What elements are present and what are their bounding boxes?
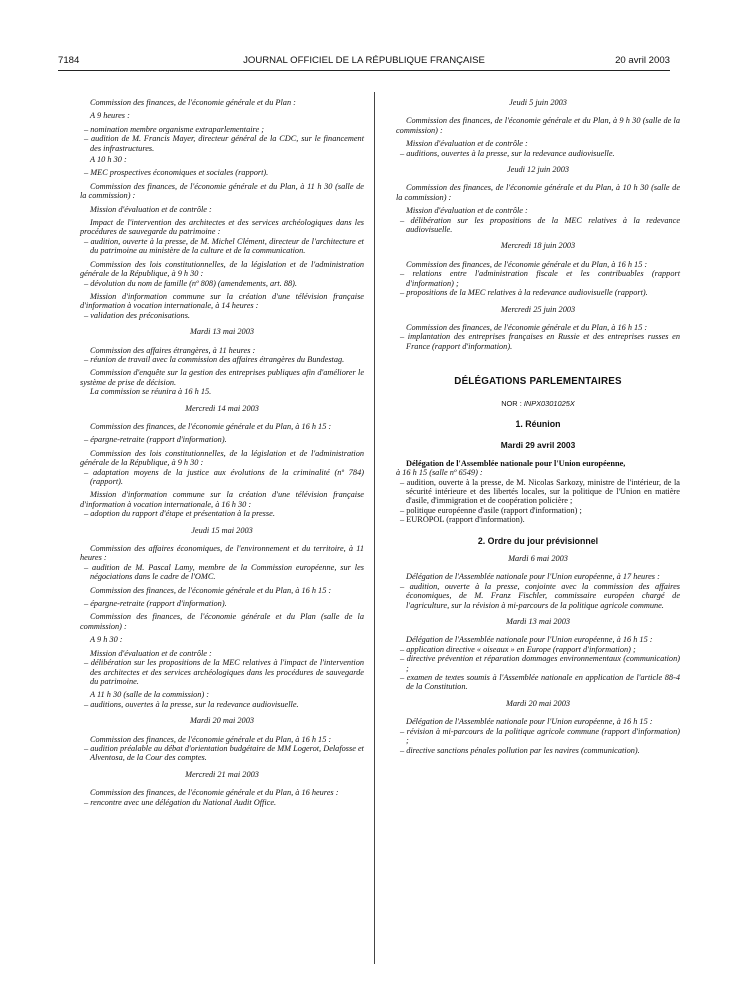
page-number: 7184	[58, 55, 80, 66]
day-heading: Mercredi 21 mai 2003	[185, 769, 259, 779]
agenda-item: – audition, ouverte à la presse, de M. Michel Clément, directeur de l'architecture et du patrimoine au ministère de la culture et de la communication.	[84, 236, 364, 256]
agenda-item: – audition de M. Pascal Lamy, membre de la Commission européenne, sur les négociations dans le cadre de l'OMC.	[84, 562, 364, 582]
nor-code: INPX0301025X	[523, 398, 575, 408]
agenda-item: – adoption du rapport d'étape et présentation à la presse.	[84, 509, 275, 519]
mission-label: Mission d'évaluation et de contrôle :	[90, 648, 212, 658]
right-column	[396, 98, 680, 759]
subsection-title: 1. Réunion	[515, 418, 561, 429]
agenda-item: – audition, ouverte à la presse, conjointe avec la commission des affaires économiques, de M. Franz Fischler, commissaire européen chargé de l'agriculture, sur la révision à mi-parcours de la politique agricole commune.	[400, 581, 680, 610]
subsection-title: 2. Ordre du jour prévisionnel	[477, 535, 599, 546]
committee-heading: Commission des finances, de l'économie générale et du Plan, à 16 h 15 :	[90, 421, 332, 431]
day-heading: Jeudi 12 juin 2003	[507, 165, 569, 175]
committee-heading: Commission des finances, de l'économie générale et du Plan, à 16 h 15 :	[90, 734, 332, 744]
agenda-item: – adaptation moyens de la justice aux évolutions de la criminalité (nº 784) (rapport).	[84, 467, 364, 486]
committee-heading: Commission des lois constitutionnelles, de la législation et de l'administration générale de la République, à 9 h 30 :	[80, 259, 364, 279]
mission-label: Mission d'évaluation et de contrôle :	[90, 204, 212, 214]
committee-heading: Commission des finances, de l'économie générale et du Plan, à 16 heures :	[90, 788, 339, 798]
time-label: A 9 h 30 :	[90, 635, 123, 645]
day-heading: Mardi 13 mai 2003	[506, 617, 570, 627]
agenda-item: – politique européenne d'asile (rapport d'information) ;	[400, 505, 582, 515]
day-heading: Mardi 6 mai 2003	[508, 554, 568, 563]
agenda-block	[80, 292, 364, 320]
mission-label: Mission d'évaluation et de contrôle :	[406, 139, 528, 149]
agenda-item: – application directive « oiseaux » en Europe (rapport d'information) ;	[400, 644, 636, 654]
day-heading: Mercredi 14 mai 2003	[185, 403, 259, 413]
day-heading: Jeudi 15 mai 2003	[191, 525, 253, 535]
agenda-block	[80, 260, 364, 288]
mission-label: Mission d'évaluation et de contrôle :	[406, 206, 528, 216]
agenda-item: – épargne-retraite (rapport d'information).	[84, 435, 227, 445]
delegation-name: Délégation de l'Assemblée nationale pour l'Union européenne,	[406, 458, 626, 468]
journal-title: JOURNAL OFFICIEL DE LA RÉPUBLIQUE FRANÇAISE	[243, 55, 485, 66]
time-label: A 10 h 30 :	[90, 155, 127, 165]
committee-heading: Commission des finances, de l'économie générale et du Plan, à 16 h 15 :	[406, 259, 648, 269]
time-label: A 11 h 30 (salle de la commission) :	[90, 690, 210, 700]
agenda-item: – validation des préconisations.	[84, 310, 191, 320]
delegation-heading: Délégation de l'Assemblée nationale pour l'Union européenne, à 16 h 15 :	[406, 717, 653, 727]
issue-date: 20 avril 2003	[615, 55, 670, 66]
topic-label: Impact de l'intervention des architectes et des services archéologiques dans les procédures de sauvegarde du patrimoine :	[80, 218, 364, 237]
agenda-item: – directive prévention et réparation dommages environnementaux (communication) ;	[400, 654, 680, 673]
day-heading: Mardi 20 mai 2003	[506, 698, 570, 708]
agenda-item: – propositions de la MEC relatives à la redevance audiovisuelle (rapport).	[400, 288, 648, 298]
day-heading: Mardi 29 avril 2003	[500, 440, 576, 451]
committee-heading: Commission des finances, de l'économie générale et du Plan, à 16 h 15 :	[406, 322, 648, 332]
committee-heading: Commission des finances, de l'économie générale et du Plan :	[90, 98, 296, 107]
agenda-item: – audition de M. Francis Mayer, directeur général de la CDC, sur le financement des infrastructures.	[84, 134, 364, 153]
day-heading: Mercredi 25 juin 2003	[500, 304, 576, 314]
agenda-item: – révision à mi-parcours de la politique agricole commune (rapport d'information) ;	[400, 726, 680, 746]
section-title: DÉLÉGATIONS PARLEMENTAIRES	[454, 376, 622, 388]
agenda-item: – examen de textes soumis à l'Assemblée nationale en application de l'article 88-4 de la Constitution.	[400, 673, 680, 692]
delegation-time: à 16 h 15 (salle nº 6549) :	[396, 468, 483, 478]
agenda-item: – délibération sur les propositions de la MEC relatives à l'impact de l'intervention des architectes et des services archéologiques dans les procédures de sauvegarde du patrimoine.	[84, 658, 364, 686]
committee-heading: Commission des lois constitutionnelles, de la législation et de l'administration générale de la République, à 9 h 30 :	[80, 448, 364, 468]
agenda-item: – MEC prospectives économiques et sociales (rapport).	[84, 168, 269, 178]
agenda-item: – EUROPOL (rapport d'information).	[400, 515, 525, 525]
agenda-item: – épargne-retraite (rapport d'information).	[84, 599, 227, 609]
committee-heading: Mission d'information commune sur la création d'une télévision française d'information à vocation internationale, à 14 heures :	[80, 291, 364, 311]
page-header	[58, 54, 670, 71]
agenda-block	[80, 98, 364, 178]
committee-heading: Commission des finances, de l'économie générale et du Plan, à 9 h 30 (salle de la commission) :	[396, 116, 680, 135]
committee-heading: Commission des affaires économiques, de l'environnement et du territoire, à 11 heures :	[80, 544, 364, 563]
committee-heading: Commission des finances, de l'économie générale et du Plan, à 10 h 30 (salle de la commission) :	[396, 183, 680, 202]
day-heading: Mercredi 18 juin 2003	[500, 241, 576, 251]
note-text: La commission se réunira à 16 h 15.	[90, 387, 212, 397]
day-heading: Mardi 20 mai 2003	[190, 716, 254, 726]
agenda-item: – auditions, ouvertes à la presse, sur la redevance audiovisuelle.	[400, 148, 615, 158]
nor-reference	[396, 399, 680, 408]
agenda-item: – nomination membre organisme extraparlementaire ;	[84, 124, 264, 134]
agenda-item: – rencontre avec une délégation du National Audit Office.	[84, 797, 277, 807]
agenda-item: – auditions, ouvertes à la presse, sur la redevance audiovisuelle.	[84, 699, 299, 709]
agenda-item: – directive sanctions pénales pollution par les navires (communication).	[400, 745, 640, 755]
column-divider	[374, 92, 375, 964]
agenda-item: – audition, ouverte à la presse, de M. Nicolas Sarkozy, ministre de l'intérieur, de la sécurité intérieure et des libertés locales, sur la politique de l'Union en matière d'asile, d'immigration et de coopération policière ;	[400, 477, 680, 506]
agenda-block	[80, 182, 364, 256]
delegation-block	[396, 459, 680, 525]
committee-heading: Commission des finances, de l'économie générale et du Plan (salle de la commission) :	[80, 612, 364, 631]
agenda-item: – implantation des entreprises françaises en Russie et des entreprises russes en France (rapport d'information).	[400, 332, 680, 351]
agenda-item: – réunion de travail avec la commission des affaires étrangères du Bundestag.	[84, 354, 345, 364]
committee-heading: Commission des affaires étrangères, à 11 heures :	[90, 345, 256, 355]
committee-heading: Mission d'information commune sur la création d'une télévision française d'information à vocation internationale, à 16 h 30 :	[80, 490, 364, 509]
committee-heading: Commission d'enquête sur la gestion des entreprises publiques afin d'améliorer le système de prise de décision.	[80, 368, 364, 387]
day-heading: Mardi 13 mai 2003	[190, 327, 254, 337]
agenda-item: – dévolution du nom de famille (nº 808) (amendements, art. 88).	[84, 278, 297, 288]
agenda-item: – délibération sur les propositions de la MEC relatives à la redevance audiovisuelle.	[400, 215, 680, 235]
delegation-heading	[396, 459, 680, 468]
delegation-heading: Délégation de l'Assemblée nationale pour l'Union européenne, à 17 heures :	[406, 572, 660, 582]
delegation-heading: Délégation de l'Assemblée nationale pour l'Union européenne, à 16 h 15 :	[406, 635, 653, 645]
agenda-item: – audition préalable au débat d'orientation budgétaire de MM Logerot, Delafosse et Alventosa, de la Cour des comptes.	[84, 743, 364, 763]
committee-heading: Commission des finances, de l'économie générale et du Plan, à 11 h 30 (salle de la commission) :	[80, 181, 364, 201]
nor-label: NOR :	[501, 398, 522, 408]
time-label: A 9 heures :	[90, 111, 130, 121]
agenda-item: – relations entre l'administration fiscale et les contribuables (rapport d'information) ;	[400, 269, 680, 288]
day-heading: Jeudi 5 juin 2003	[509, 98, 567, 107]
left-column	[80, 98, 364, 811]
committee-heading: Commission des finances, de l'économie générale et du Plan, à 16 h 15 :	[90, 585, 332, 595]
